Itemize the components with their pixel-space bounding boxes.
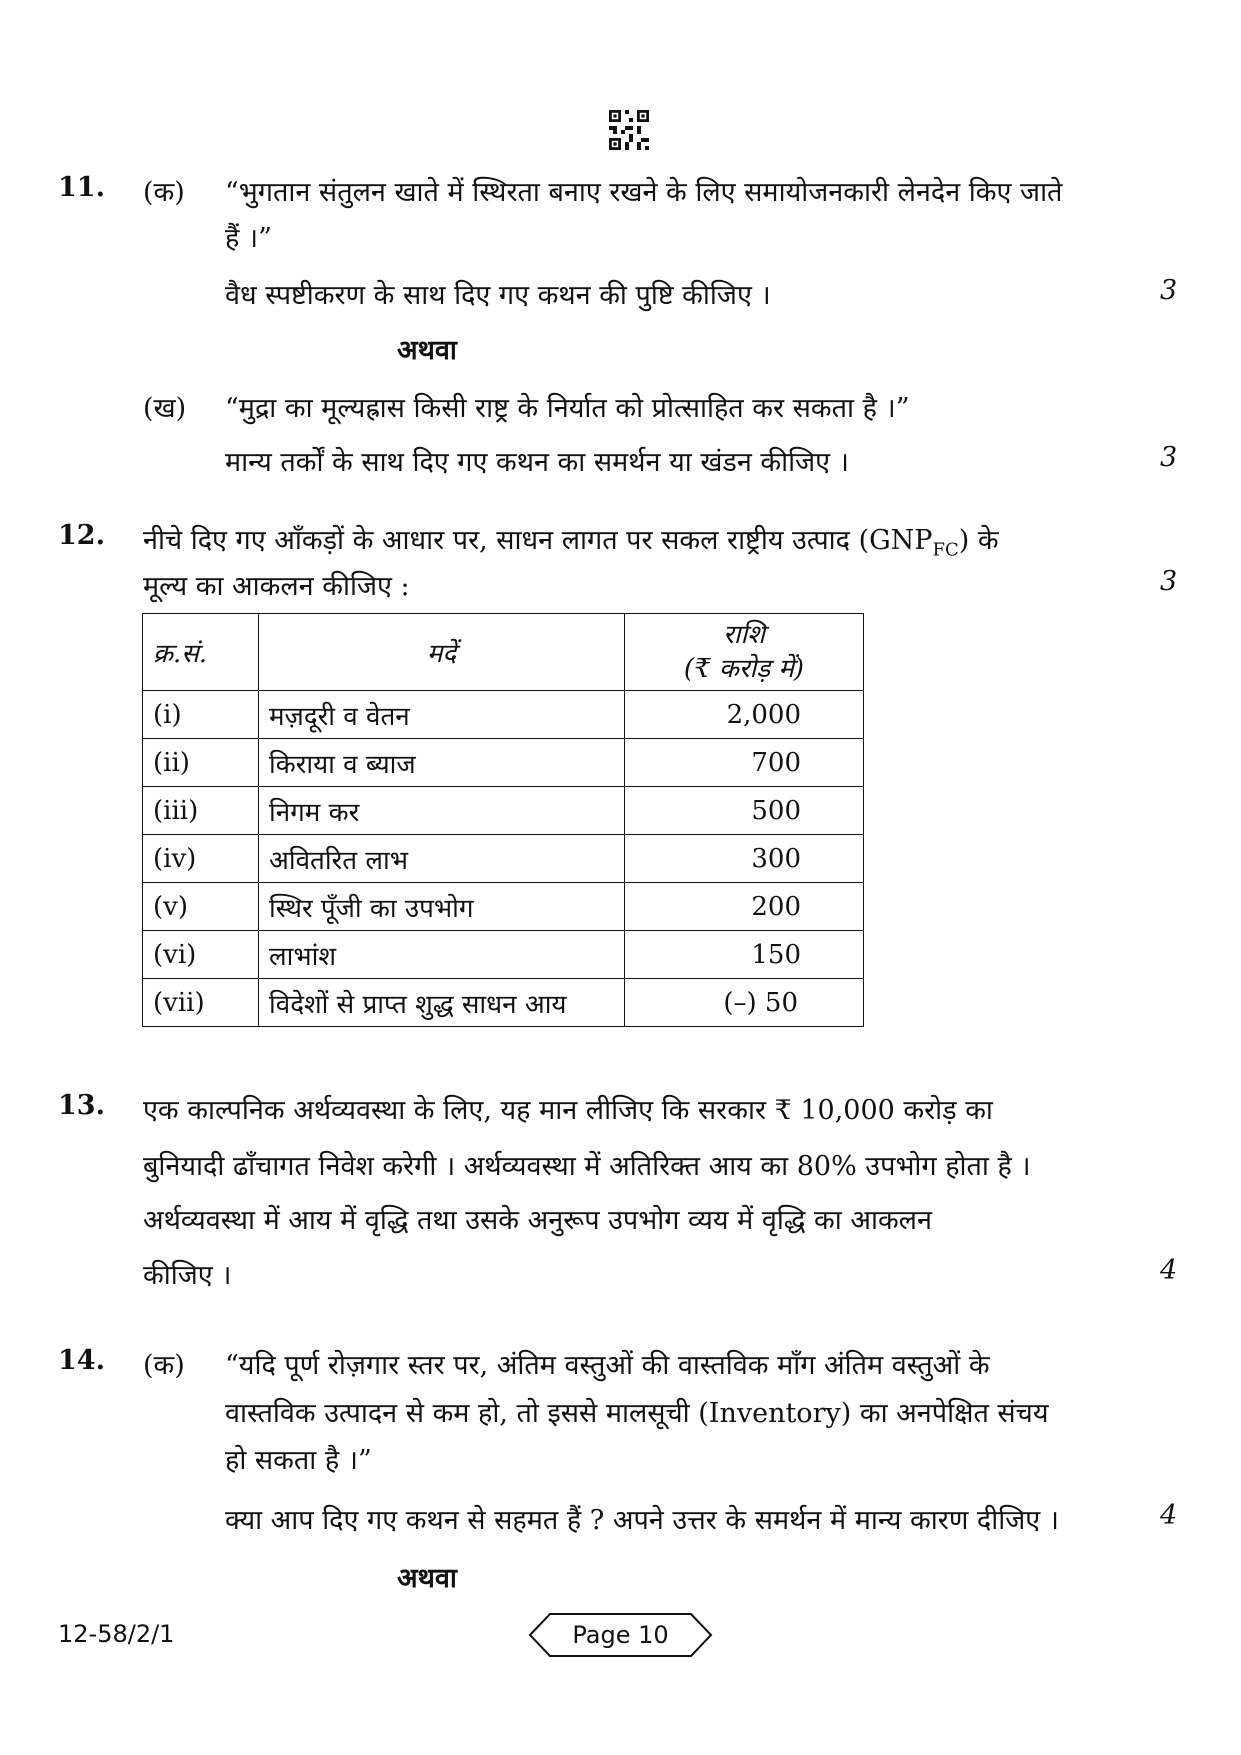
q13-line-1: एक काल्पनिक अर्थव्यवस्था के लिए, यह मान लीजिए कि सरकार ₹ 10,000 करोड़ का xyxy=(143,1095,993,1126)
cell-item: विदेशों से प्राप्त शुद्ध साधन आय xyxy=(259,979,625,1027)
page-number: Page 10 xyxy=(572,1621,669,1649)
q11-a-line-1: “भुगतान संतुलन खाते में स्थिरता बनाए रखने के लिए समायोजनकारी लेनदेन किए जाते xyxy=(225,177,1063,208)
cell-amount: 300 xyxy=(625,835,864,883)
cell-item: निगम कर xyxy=(259,787,625,835)
q14-line-2: वास्तविक उत्पादन से कम हो, तो इससे मालसूची (Inventory) का अनपेक्षित संचय xyxy=(225,1398,1049,1429)
header-items: मदें xyxy=(259,614,625,691)
q11-a-line-3: वैध स्पष्टीकरण के साथ दिए गए कथन की पुष्टि कीजिए । xyxy=(225,280,771,311)
q11-b-line-1: “मुद्रा का मूल्यह्रास किसी राष्ट्र के निर्यात को प्रोत्साहित कर सकता है ।” xyxy=(225,393,910,424)
q13-line-2: बुनियादी ढाँचागत निवेश करेगी । अर्थव्यवस्था में अतिरिक्त आय का 80% उपभोग होता है । xyxy=(143,1151,1031,1182)
q14-or-label: अथवा xyxy=(397,1563,457,1594)
table-header-row xyxy=(143,614,864,691)
question-number-14: 14. xyxy=(58,1345,105,1376)
q14-line-3: हो सकता है ।” xyxy=(225,1445,372,1476)
table-row xyxy=(143,883,864,931)
cell-amount: 500 xyxy=(625,787,864,835)
header-amount-unit: (₹ करोड़ में) xyxy=(683,654,805,684)
table-row xyxy=(143,979,864,1027)
paper-code: 12-58/2/1 xyxy=(58,1620,175,1648)
cell-item: लाभांश xyxy=(259,931,625,979)
q12-data-table xyxy=(142,613,864,1027)
question-number-11: 11. xyxy=(58,172,105,203)
qr-code-icon xyxy=(609,110,649,150)
cell-amount: 700 xyxy=(625,739,864,787)
q12-line-1-subscript: FC xyxy=(932,539,959,561)
table-row xyxy=(143,931,864,979)
q12-line-2: मूल्य का आकलन कीजिए : xyxy=(143,571,410,602)
table-row xyxy=(143,691,864,739)
q12-line-1-text: नीचे दिए गए आँकड़ों के आधार पर, साधन लागत पर सकल राष्ट्रीय उत्पाद (GNP xyxy=(143,525,933,556)
q14-line-1: “यदि पूर्ण रोज़गार स्तर पर, अंतिम वस्तुओं की वास्तविक माँग अंतिम वस्तुओं के xyxy=(225,1350,990,1381)
q14-option-a-label: (क) xyxy=(143,1350,185,1381)
header-amount xyxy=(625,614,864,691)
q11-b-line-2: मान्य तर्कों के साथ दिए गए कथन का समर्थन या खंडन कीजिए । xyxy=(225,447,849,478)
q13-marks: 4 xyxy=(1160,1255,1178,1286)
q11-option-b-label: (ख) xyxy=(143,393,187,424)
question-number-12: 12. xyxy=(58,520,105,551)
cell-amount: (–) 50 xyxy=(625,979,864,1027)
header-amount-title: राशि xyxy=(723,620,765,650)
q12-line-1 xyxy=(143,520,999,560)
cell-amount: 200 xyxy=(625,883,864,931)
table-row xyxy=(143,835,864,883)
q11-a-marks: 3 xyxy=(1160,275,1178,306)
q13-line-3: अर्थव्यवस्था में आय में वृद्धि तथा उसके अनुरूप उपभोग व्यय में वृद्धि का आकलन xyxy=(143,1205,932,1236)
cell-item: अवितरित लाभ xyxy=(259,835,625,883)
cell-serial: (iv) xyxy=(143,835,259,883)
cell-amount: 150 xyxy=(625,931,864,979)
cell-item: किराया व ब्याज xyxy=(259,739,625,787)
q13-line-4: कीजिए । xyxy=(143,1260,232,1291)
cell-item: मज़दूरी व वेतन xyxy=(259,691,625,739)
q11-a-line-2: हैं ।” xyxy=(225,223,272,254)
question-number-13: 13. xyxy=(58,1090,105,1121)
q11-option-a-label: (क) xyxy=(143,177,185,208)
q11-b-marks: 3 xyxy=(1160,442,1178,473)
q12-line-1-end: ) के xyxy=(958,525,999,556)
cell-serial: (vii) xyxy=(143,979,259,1027)
cell-serial: (v) xyxy=(143,883,259,931)
q14-marks: 4 xyxy=(1160,1500,1178,1531)
cell-serial: (i) xyxy=(143,691,259,739)
q12-marks: 3 xyxy=(1160,566,1178,597)
cell-serial: (vi) xyxy=(143,931,259,979)
q14-line-4: क्या आप दिए गए कथन से सहमत हैं ? अपने उत्तर के समर्थन में मान्य कारण दीजिए । xyxy=(225,1505,1060,1536)
cell-item: स्थिर पूँजी का उपभोग xyxy=(259,883,625,931)
cell-serial: (ii) xyxy=(143,739,259,787)
table-row xyxy=(143,739,864,787)
q11-or-label: अथवा xyxy=(397,335,457,366)
header-serial-no: क्र.सं. xyxy=(143,614,259,691)
table-row xyxy=(143,787,864,835)
cell-amount: 2,000 xyxy=(625,691,864,739)
cell-serial: (iii) xyxy=(143,787,259,835)
